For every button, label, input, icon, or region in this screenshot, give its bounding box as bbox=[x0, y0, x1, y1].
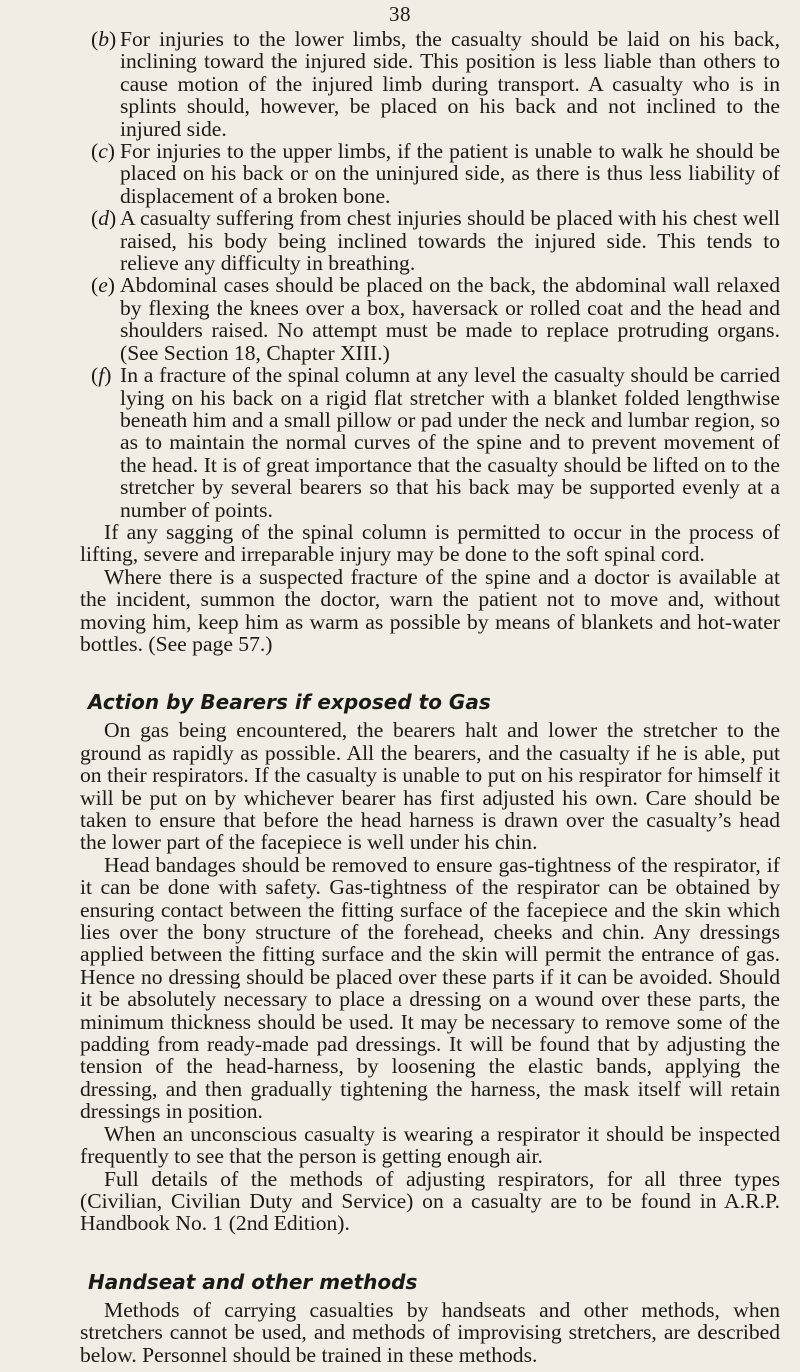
list-marker: (b) bbox=[91, 27, 117, 51]
body-paragraph: If any sagging of the spinal column is permitted to occur in the process of lifting, severe and irreparable injury may be done to the soft spinal cord. bbox=[80, 519, 780, 567]
list-marker: (c) bbox=[91, 139, 115, 164]
section-heading-handseat: Handseat and other methods bbox=[88, 1269, 418, 1294]
body-paragraph: Head bandages should be removed to ensure gas-tightness of the respirator, if it can be done with safety. Gas-tightness of the respirator can be obtained by ensuring contact between the fitting surface of the facepiece and the skin which lies over the bony structure of the forehead, cheeks and chin. Any dressings applied between the fitting surface and the skin will permit the entrance of gas. Hence no dressing should be placed over these parts if it can be avoided. Should it be absolutely necessary to place a dressing on a wound over these parts, the minimum thickness should be used. It may be necessary to remove some of the padding from ready-made pad dressings. It will be found that by adjusting the tension of the head-harness, by loosening the elastic bands, applying the dressing, and then gradually tightening the harness, the mask itself will retain dressings in position. bbox=[80, 852, 780, 1124]
list-item-c bbox=[40, 140, 780, 207]
list-item-text: A casualty suffering from chest injuries should be placed with his chest well raised, his body being inclined towards the injured side. This tends to relieve any difficulty in breathing. bbox=[120, 206, 780, 276]
body-paragraph: Where there is a suspected fracture of the spine and a doctor is available at the incident, summon the doctor, warn the patient not to move and, without moving him, keep him as warm as possible by means of blankets and hot-water bottles. (See page 57.) bbox=[80, 564, 780, 656]
list-item-text: For injuries to the lower limbs, the casualty should be laid on his back, inclining toward the injured side. This position is less liable than others to cause motion of the injured limb during transport. A casualty who is in splints should, however, be placed on his back and not inclined to the injured side. bbox=[120, 27, 780, 141]
list-item-b bbox=[40, 28, 780, 140]
list-marker: (f) bbox=[91, 363, 112, 388]
section-heading-gas: Action by Bearers if exposed to Gas bbox=[88, 690, 491, 715]
list-marker: (e) bbox=[91, 273, 115, 298]
body-paragraph: Full details of the methods of adjusting respirators, for all three types (Civilian, Civilian Duty and Service) on a casualty are to be found in A.R.P. Handbook No. 1 (2nd Edition). bbox=[80, 1166, 780, 1236]
page-content bbox=[40, 28, 780, 1366]
list-item-f bbox=[40, 364, 780, 521]
body-paragraph: On gas being encountered, the bearers halt and lower the stretcher to the ground as rapidly as possible. All the bearers, and the casualty if he is able, put on their respirators. If the casualty is unable to put on his respirator for himself it will be put on by whichever bearer has first adjusted his own. Care should be taken to ensure that before the head harness is drawn over the casualty’s head the lower part of the facepiece is well under his chin. bbox=[80, 718, 780, 855]
page-number: 38 bbox=[389, 2, 411, 26]
body-paragraph: Methods of carrying casualties by handseats and other methods, when stretchers cannot be used, and methods of improvising stretchers, are described below. Personnel should be trained in these methods. bbox=[80, 1297, 780, 1367]
list-item-text: In a fracture of the spinal column at any level the casualty should be carried lying on his back on a rigid flat stretcher with a blanket folded lengthwise beneath him and a small pillow or pad under the neck and lumbar region, so as to maintain the normal curves of the spine and to prevent movement of the head. It is of great importance that the casualty should be lifted on to the stretcher by several bearers so that his back may be supported evenly at a number of points. bbox=[120, 363, 780, 522]
list-item-text: Abdominal cases should be placed on the back, the abdominal wall relaxed by flexing the knees over a box, haversack or rolled coat and the head and shoulders raised. No attempt must be made to replace protruding organs. (See Section 18, Chapter XIII.) bbox=[120, 273, 780, 365]
list-item-d bbox=[40, 207, 780, 274]
list-item-e bbox=[40, 274, 780, 364]
list-marker: (d) bbox=[91, 206, 117, 231]
body-paragraph: When an unconscious casualty is wearing a respirator it should be inspected frequently to see that the person is getting enough air. bbox=[80, 1121, 780, 1169]
list-item-text: For injuries to the upper limbs, if the patient is unable to walk he should be placed on his back or on the uninjured side, as there is thus less liability of displacement of a broken bone. bbox=[120, 139, 780, 208]
